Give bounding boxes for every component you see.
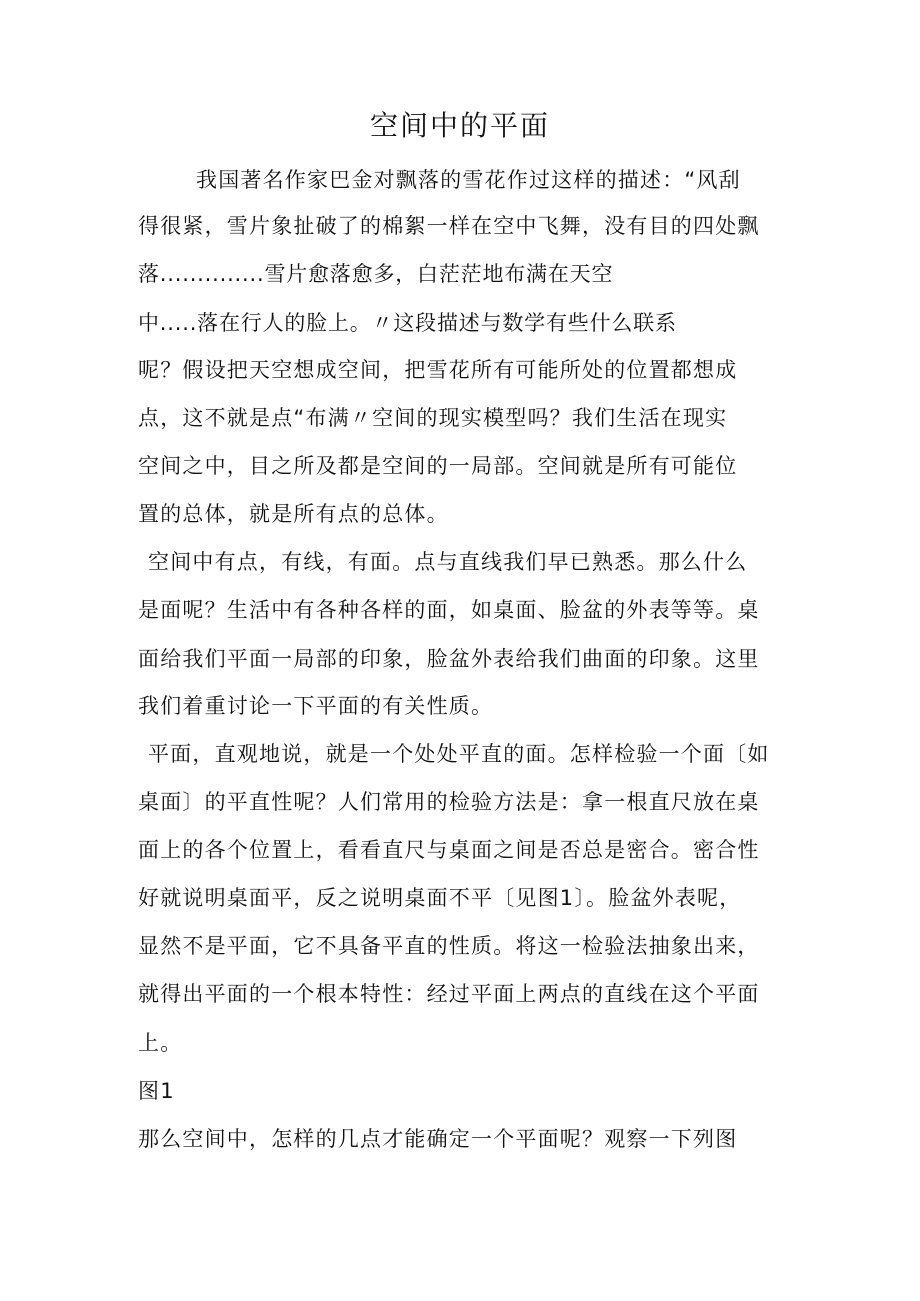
paragraph-1-line-4: 中.....落在行人的脸上。〃这段描述与数学有些什么联系 [138,311,677,335]
paragraph-3-line-3: 面上的各个位置上，看看直尺与桌面之间是否总是密合。密合性 [138,838,760,862]
paragraph-3-line-5: 显然不是平面，它不具备平直的性质。将这一检验法抽象出来， [138,934,760,958]
paragraph-2-line-1: 空间中有点，有线，有面。点与直线我们早已熟悉。那么什么 [148,550,748,574]
paragraph-2-line-3: 面给我们平面一局部的印象，脸盆外表给我们曲面的印象。这里 [138,647,760,671]
paragraph-3-line-2: 桌面〕的平直性呢？人们常用的检验方法是：拿一根直尺放在桌 [138,790,760,814]
paragraph-2-line-4: 我们着重讨论一下平面的有关性质。 [138,694,494,718]
paragraph-3-line-4: 好就说明桌面平，反之说明桌面不平〔见图1〕。脸盆外表呢， [138,886,742,910]
figure-caption: 图1 [138,1079,175,1103]
page-title: 空间中的平面 [369,109,550,142]
paragraph-1-line-7: 空间之中，目之所及都是空间的一局部。空间就是所有可能位 [138,454,738,478]
paragraph-3-line-7: 上。 [138,1031,183,1055]
paragraph-1-line-2: 得很紧，雪片象扯破了的棉絮一样在空中飞舞，没有目的四处飘 [138,214,760,238]
paragraph-4-line-1: 那么空间中，怎样的几点才能确定一个平面呢？观察一下列图 [138,1127,738,1151]
paragraph-1-line-6: 点，这不就是点“布满〃空间的现实模型吗？我们生活在现实 [138,406,728,430]
paragraph-1-line-1: 我国著名作家巴金对飘落的雪花作过这样的描述：“风刮 [196,168,741,192]
paragraph-1-line-3: 落..............雪片愈落愈多，白茫茫地布满在天空 [138,262,614,286]
paragraph-3-line-6: 就得出平面的一个根本特性：经过平面上两点的直线在这个平面 [138,982,760,1006]
paragraph-1-line-8: 置的总体，就是所有点的总体。 [138,502,449,526]
paragraph-3-line-1: 平面，直观地说，就是一个处处平直的面。怎样检验一个面〔如 [148,742,770,766]
paragraph-1-line-5: 呢？假设把天空想成空间，把雪花所有可能所处的位置都想成 [138,358,738,382]
paragraph-2-line-2: 是面呢？生活中有各种各样的面，如桌面、脸盆的外表等等。桌 [138,598,760,622]
